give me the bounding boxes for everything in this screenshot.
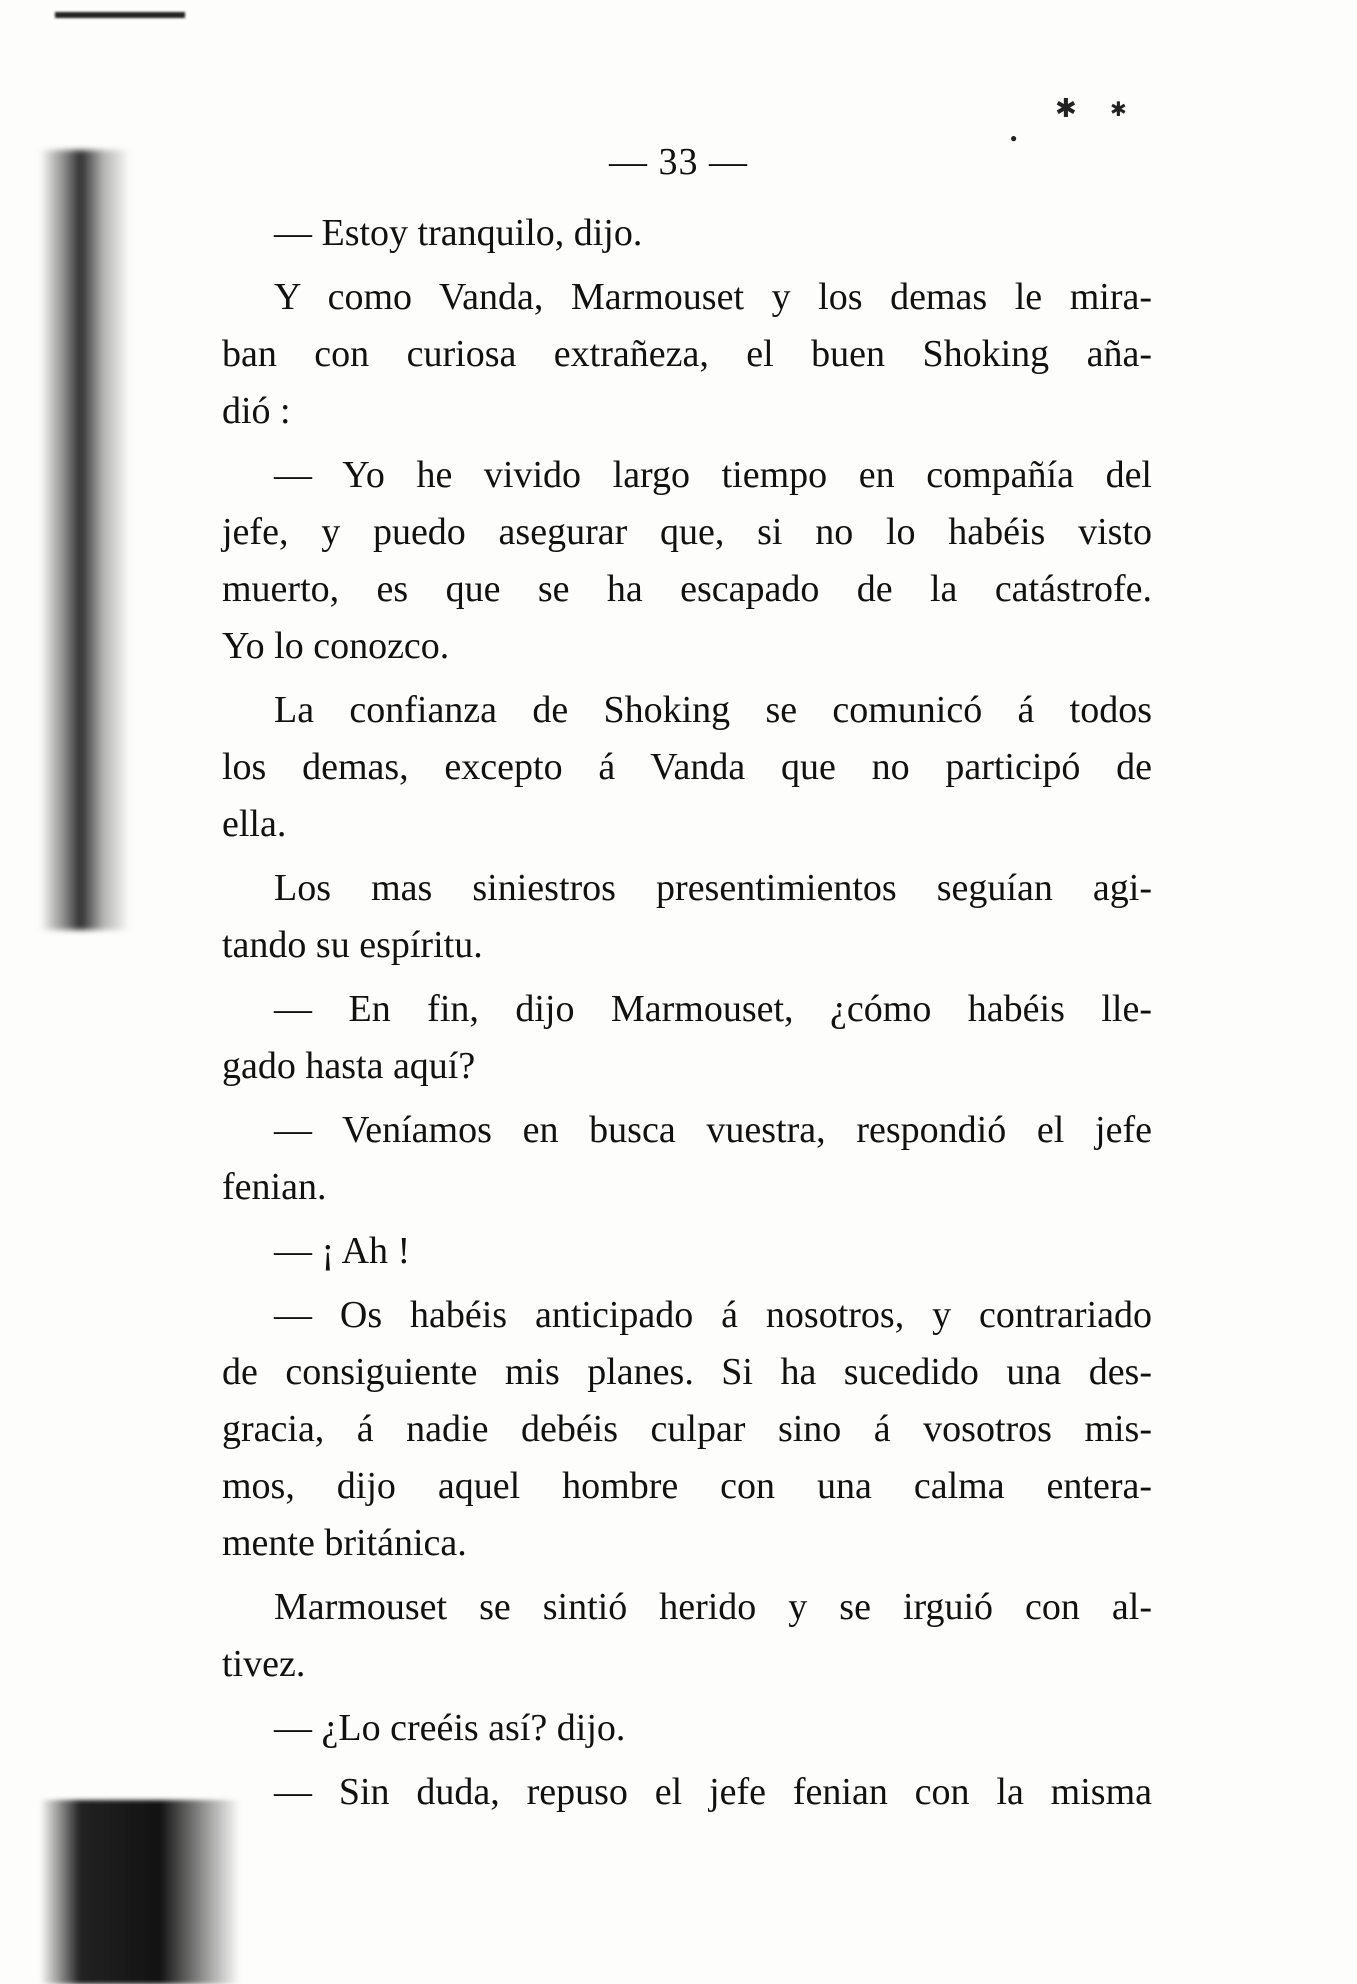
text-line: mente británica.	[222, 1522, 467, 1564]
text-line: tivez.	[222, 1643, 306, 1685]
text-line: — Yo he vivido largo tiempo en compañía del	[274, 454, 1152, 496]
text-line: dió :	[222, 390, 291, 432]
paragraph	[222, 1700, 1152, 1757]
text-line: fenian.	[222, 1166, 327, 1208]
scan-gutter-shadow	[40, 150, 130, 930]
text-line: Yo lo conozco.	[222, 625, 450, 667]
ink-speck: ✱	[1055, 94, 1077, 123]
scan-gutter-shadow-bottom	[40, 1800, 240, 1984]
page-number: — 33 —	[609, 141, 748, 183]
paragraph	[222, 269, 1152, 440]
text-line: jefe, y puedo asegurar que, si no lo habéis visto	[222, 511, 1152, 553]
paragraph	[222, 1579, 1152, 1693]
text-line: La confianza de Shoking se comunicó á todos	[274, 689, 1152, 731]
paragraph	[222, 682, 1152, 853]
text-line: — Estoy tranquilo, dijo.	[274, 212, 643, 254]
text-line: Los mas siniestros presentimientos seguían agi-	[274, 867, 1152, 909]
ink-speck: ✱	[1110, 99, 1127, 121]
paragraph	[222, 1764, 1152, 1821]
paragraph	[222, 1102, 1152, 1216]
text-line: — ¿Lo creéis así? dijo.	[274, 1707, 626, 1749]
paragraph	[222, 1287, 1152, 1572]
text-line: — Sin duda, repuso el jefe fenian con la misma	[274, 1771, 1152, 1813]
paragraph	[222, 205, 1152, 262]
text-line: ban con curiosa extrañeza, el buen Shoking aña-	[222, 333, 1152, 375]
text-line: muerto, es que se ha escapado de la catástrofe.	[222, 568, 1152, 610]
paragraph	[222, 981, 1152, 1095]
text-line: ella.	[222, 803, 287, 845]
body-text	[222, 205, 1152, 1821]
text-line: mos, dijo aquel hombre con una calma entera-	[222, 1465, 1152, 1507]
text-line: de consiguiente mis planes. Si ha sucedido una des-	[222, 1351, 1152, 1393]
text-line: Y como Vanda, Marmouset y los demas le mira-	[274, 276, 1152, 318]
paragraph	[222, 1223, 1152, 1280]
scan-mark-top	[55, 12, 185, 18]
text-line: gado hasta aquí?	[222, 1045, 476, 1087]
text-line: — En fin, dijo Marmouset, ¿cómo habéis lle-	[274, 988, 1152, 1030]
paragraph	[222, 860, 1152, 974]
text-line: los demas, excepto á Vanda que no participó de	[222, 746, 1152, 788]
text-line: Marmouset se sintió herido y se irguió con al-	[274, 1586, 1152, 1628]
text-line: — ¡ Ah !	[274, 1230, 411, 1272]
text-line: tando su espíritu.	[222, 924, 483, 966]
text-line: — Os habéis anticipado á nosotros, y contrariado	[274, 1294, 1152, 1336]
text-line: — Veníamos en busca vuestra, respondió el jefe	[274, 1109, 1152, 1151]
paragraph	[222, 447, 1152, 675]
ink-speck: ●	[1010, 131, 1018, 145]
text-line: gracia, á nadie debéis culpar sino á vosotros mis-	[222, 1408, 1152, 1450]
